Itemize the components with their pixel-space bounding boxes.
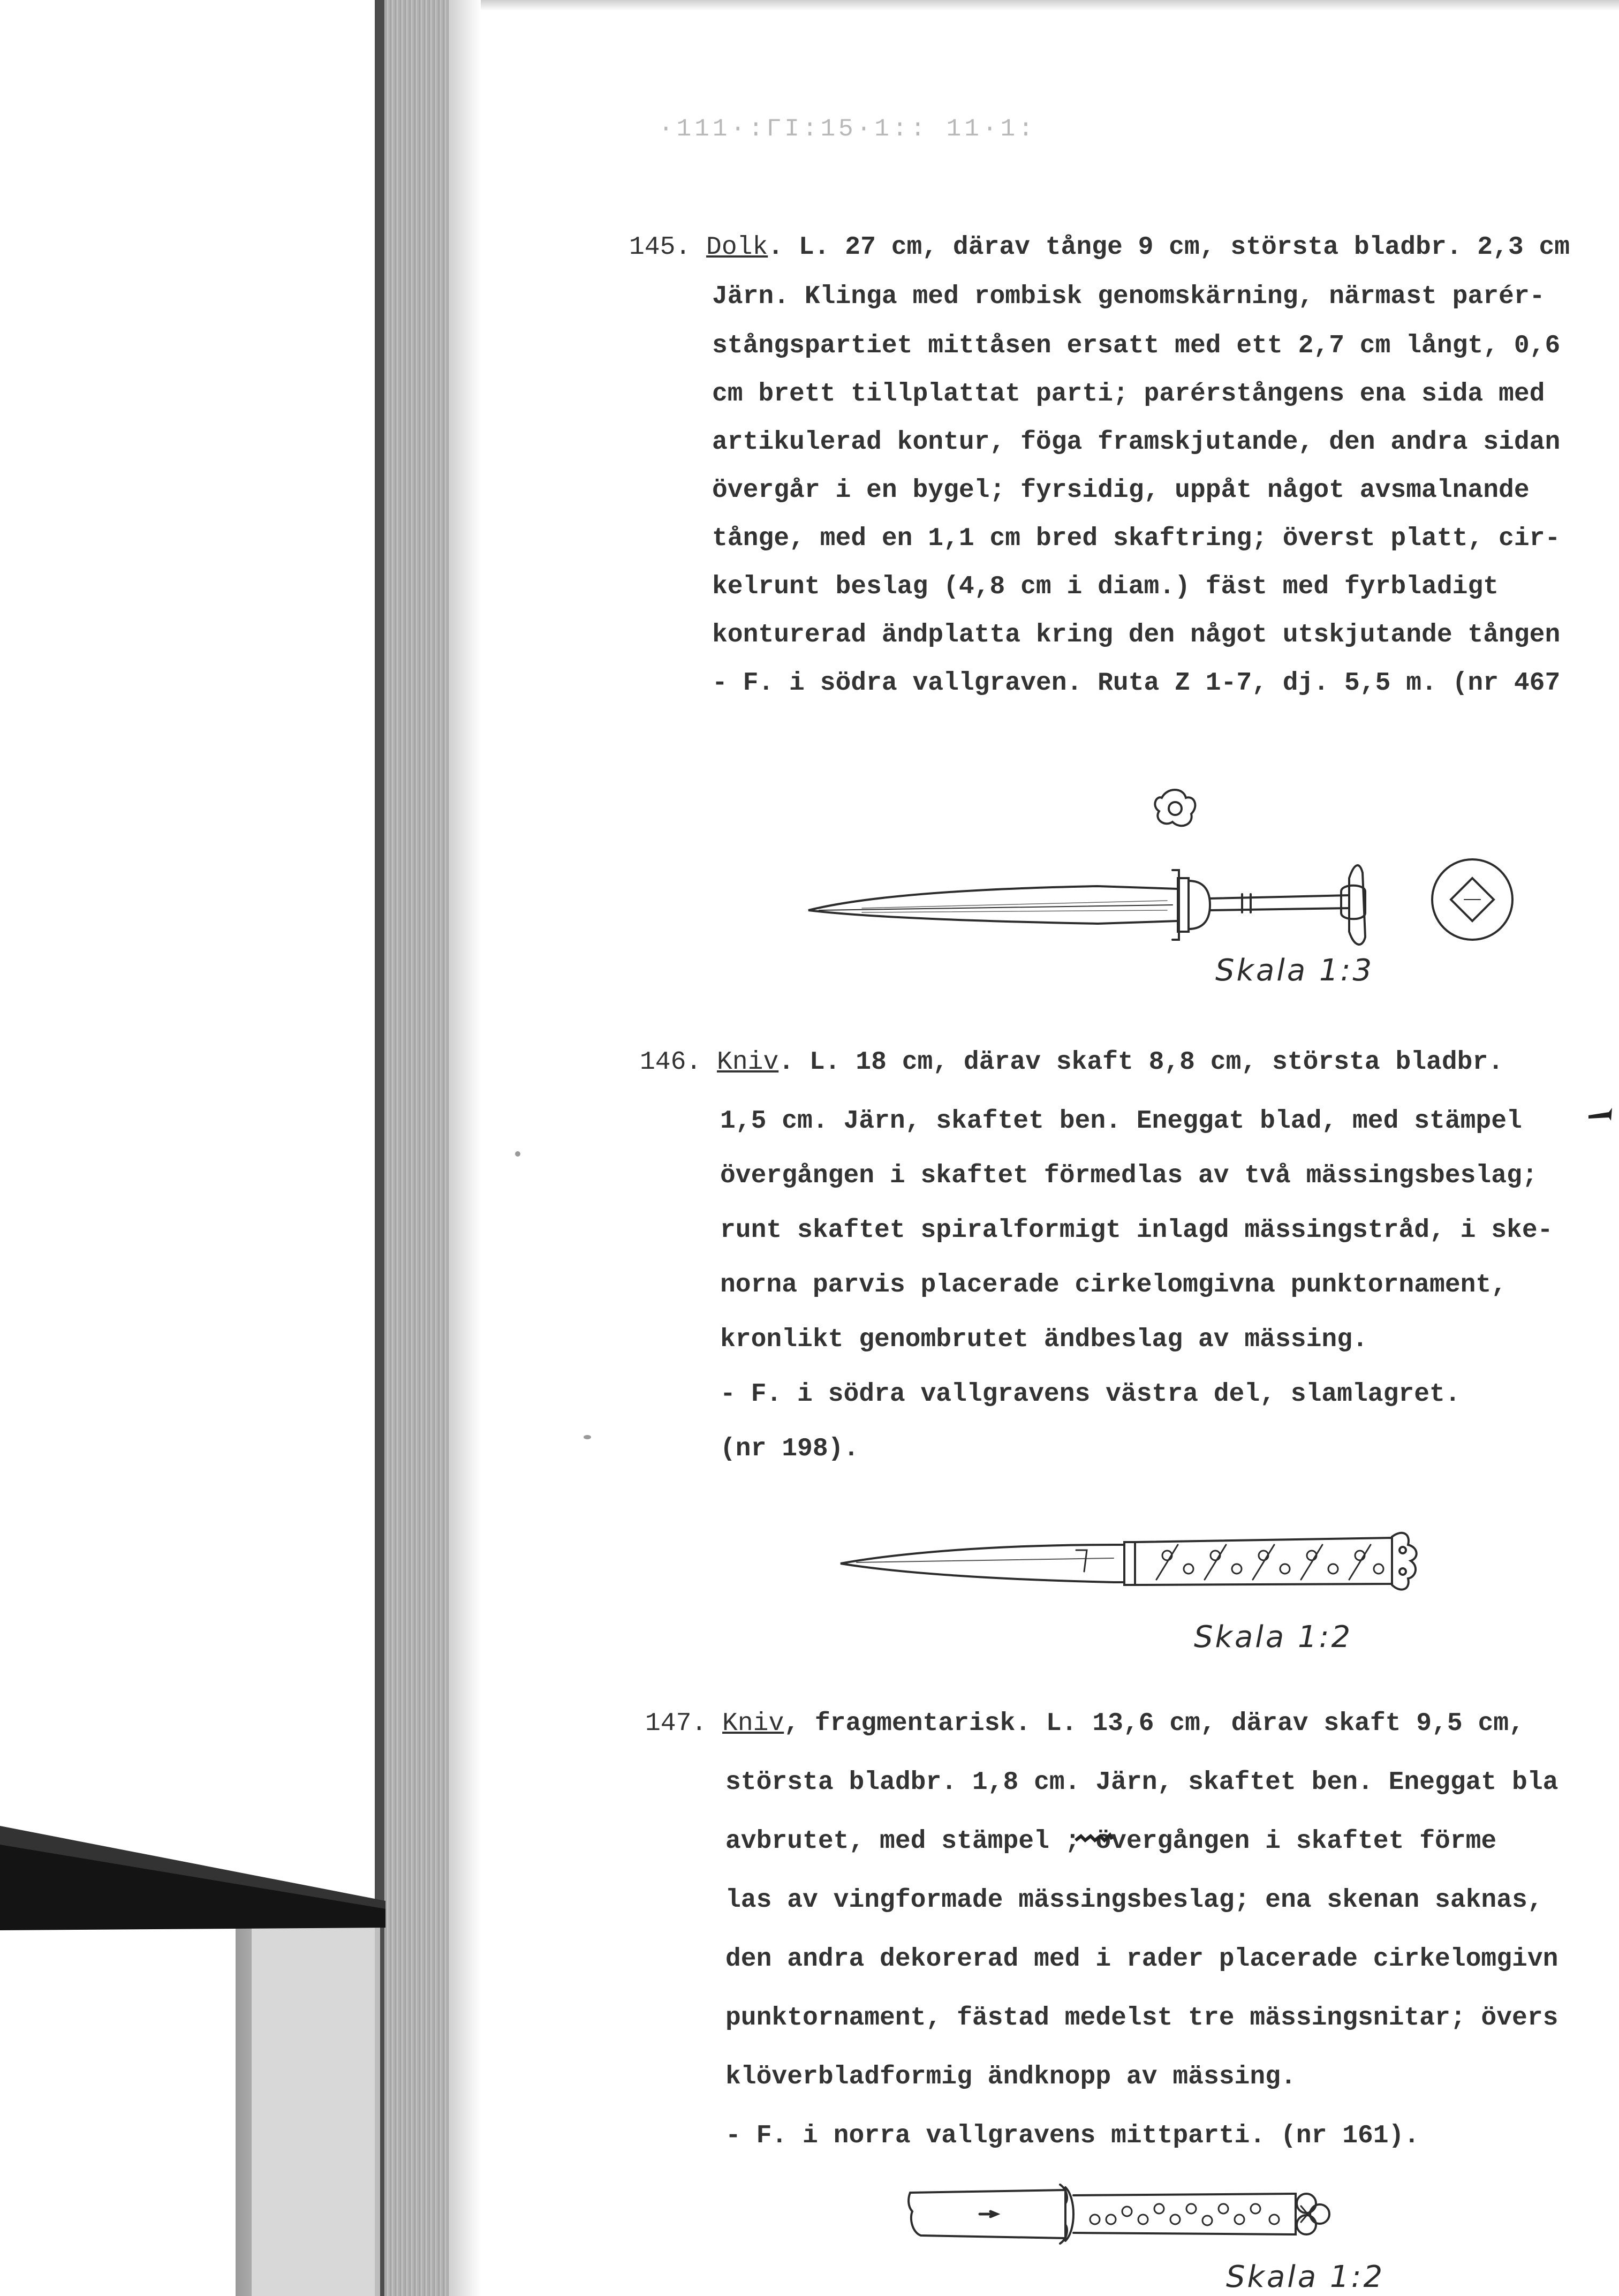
entry-147-line: den andra dekorerad med i rader placerade cirkelomgivn <box>725 1945 1559 1974</box>
entry-147-scale: Skala 1:2 <box>1226 2260 1385 2294</box>
entry-146-line: norna parvis placerade cirkelomgivna punktornament, <box>720 1271 1507 1300</box>
entry-number: 147. <box>645 1709 707 1738</box>
entry-text: , fragmentarisk. L. 13,6 cm, därav skaft 9,5 cm, <box>784 1709 1524 1738</box>
page-stack-edge <box>384 0 449 2296</box>
faint-header-text: ·111·:ΓΙ:15·1:: 11·1: <box>659 115 1037 143</box>
entry-145-line: cm brett tillplattat parti; parérstångens ena sida med <box>712 380 1545 409</box>
page-top-edge <box>375 0 1619 11</box>
entry-number: 146. <box>640 1048 702 1077</box>
entry-number: 145. <box>629 233 691 262</box>
page-stack-fade <box>449 0 481 2296</box>
entry-147-line: avbrutet, med stämpel ; övergången i skaftet förme <box>725 1827 1497 1856</box>
entry-145-line: kelrunt beslag (4,8 cm i diam.) fäst med fyrbladigt <box>712 572 1499 601</box>
stamp-mark-icon <box>1587 1105 1614 1126</box>
entry-146-line: - F. i södra vallgravens västra del, slamlagret. <box>720 1380 1461 1409</box>
lower-page-stack-inner <box>252 1917 375 2296</box>
paper-speck <box>515 1151 520 1157</box>
entry-147-line-1 <box>645 1711 1524 1736</box>
entry-145-line: stångspartiet mittåsen ersatt med ett 2,7 cm långt, 0,6 <box>712 331 1561 360</box>
entry-146-line: övergången i skaftet förmedlas av två mässingsbeslag; <box>720 1161 1538 1190</box>
entry-146-line: 1,5 cm. Järn, skaftet ben. Eneggat blad, med stämpel <box>720 1107 1522 1136</box>
entry-145-scale: Skala 1:3 <box>1215 953 1374 988</box>
entry-text: . L. 27 cm, därav tånge 9 cm, största bladbr. 2,3 cm <box>768 233 1570 262</box>
entry-145-line: konturerad ändplatta kring den något utskjutande tången <box>712 621 1561 649</box>
dagger-drawing <box>798 776 1526 953</box>
entry-145-line: tånge, med en 1,1 cm bred skaftring; överst platt, cir- <box>712 524 1561 553</box>
entry-type: Kniv <box>717 1048 779 1077</box>
entry-type: Dolk <box>706 233 768 262</box>
entry-text: . L. 18 cm, därav skaft 8,8 cm, största bladbr. <box>778 1048 1504 1077</box>
entry-145-line: artikulerad kontur, föga framskjutande, den andra sidan <box>712 428 1561 457</box>
knife-fragment-drawing <box>905 2182 1355 2246</box>
stamp-mark-icon <box>1073 1829 1116 1848</box>
entry-146-line: (nr 198). <box>720 1434 859 1463</box>
knife-drawing <box>835 1526 1424 1601</box>
paper-speck <box>584 1435 591 1439</box>
entry-147-line: största bladbr. 1,8 cm. Järn, skaftet ben. Eneggat bla <box>725 1768 1559 1797</box>
entry-147-line: klöverbladformig ändknopp av mässing. <box>725 2063 1296 2091</box>
entry-147-line: - F. i norra vallgravens mittparti. (nr 161). <box>725 2121 1420 2150</box>
entry-145-line: Järn. Klinga med rombisk genomskärning, närmast parér- <box>712 282 1545 311</box>
entry-147-line: las av vingformade mässingsbeslag; ena skenan saknas, <box>725 1886 1543 1915</box>
entry-147-line: punktornament, fästad medelst tre mässingsnitar; övers <box>725 2004 1559 2033</box>
entry-type: Kniv <box>722 1709 784 1738</box>
entry-146-line-1 <box>640 1049 1503 1075</box>
entry-146-line: kronlikt genombrutet ändbeslag av mässing. <box>720 1325 1368 1354</box>
entry-145-line-1 <box>629 235 1570 260</box>
binding-shadow <box>0 1794 385 1933</box>
entry-145-line: - F. i södra vallgraven. Ruta Z 1-7, dj. 5,5 m. (nr 467 <box>712 669 1561 698</box>
entry-145-line: övergår i en bygel; fyrsidig, uppåt något avsmalnande <box>712 476 1530 505</box>
entry-146-line: runt skaftet spiralformigt inlagd mässingstråd, i ske- <box>720 1216 1553 1245</box>
entry-146-scale: Skala 1:2 <box>1194 1620 1353 1655</box>
